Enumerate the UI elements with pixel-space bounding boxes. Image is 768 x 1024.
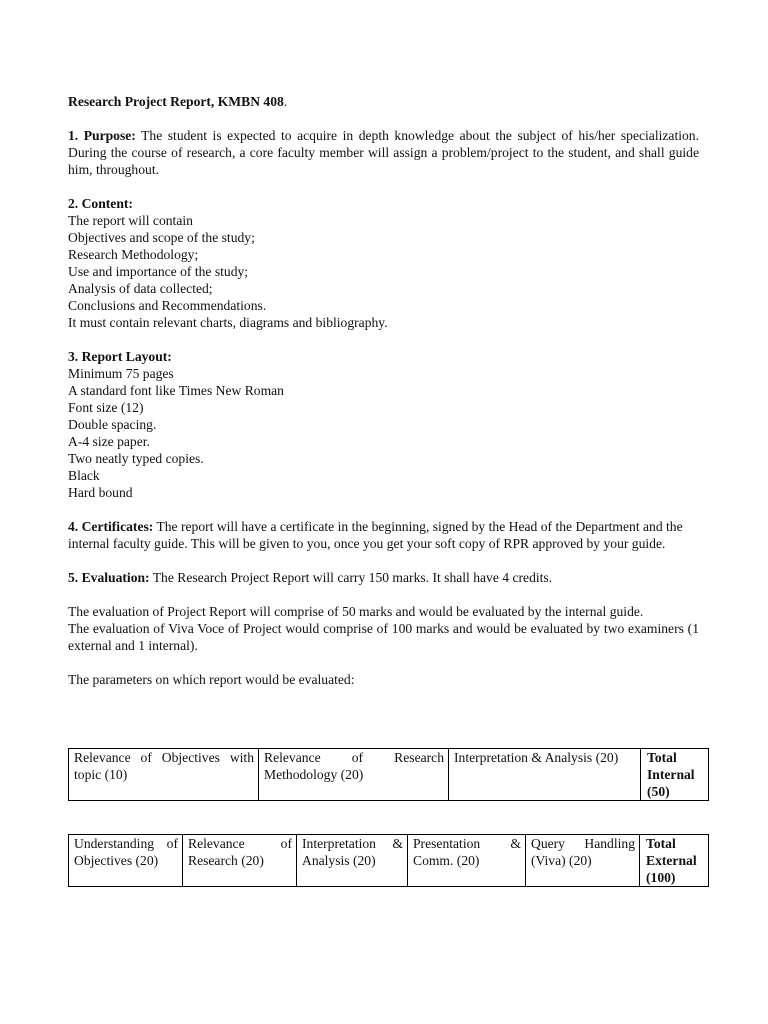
total-line: Internal — [647, 767, 695, 782]
content-section — [68, 195, 699, 331]
internal-evaluation-table — [68, 748, 709, 801]
document-title-text: Research Project Report, KMBN 408 — [68, 94, 284, 109]
total-external-cell — [640, 835, 709, 887]
certificates-body: The report will have a certificate in the beginning, signed by the Head of the Department and the internal faculty guide. This will be given to you, once you get your soft copy of RPR approved by your guide. — [68, 519, 683, 551]
document-title — [68, 93, 699, 110]
layout-line: Double spacing. — [68, 417, 157, 432]
evaluation-heading: 5. Evaluation: — [68, 570, 150, 585]
table-cell: Relevance of Research Methodology (20) — [259, 749, 449, 801]
total-line: External — [646, 853, 697, 868]
content-line: Objectives and scope of the study; — [68, 230, 255, 245]
table-cell: Relevance of Objectives with topic (10) — [69, 749, 259, 801]
total-line: (100) — [646, 870, 676, 885]
table-cell: Relevance of Research (20) — [183, 835, 297, 887]
total-internal-cell — [641, 749, 709, 801]
external-evaluation-table — [68, 834, 709, 887]
table-cell: Interpretation & Analysis (20) — [297, 835, 408, 887]
table-row — [69, 749, 709, 801]
content-line: Analysis of data collected; — [68, 281, 213, 296]
content-line: The report will contain — [68, 213, 193, 228]
purpose-heading: 1. Purpose: — [68, 128, 136, 143]
table-cell: Understanding of Objectives (20) — [69, 835, 183, 887]
certificates-heading: 4. Certificates: — [68, 519, 154, 534]
layout-line: Black — [68, 468, 100, 483]
evaluation-body: The Research Project Report will carry 150 marks. It shall have 4 credits. — [152, 570, 553, 585]
evaluation-internal-paragraph: The evaluation of Project Report will comprise of 50 marks and would be evaluated by the internal guide. — [68, 604, 644, 619]
document-title-suffix: . — [283, 94, 288, 109]
table-row — [69, 835, 709, 887]
content-line: Research Methodology; — [68, 247, 199, 262]
total-line: (50) — [647, 784, 670, 799]
total-line: Total — [647, 750, 677, 765]
layout-section — [68, 348, 699, 501]
total-line: Total — [646, 836, 676, 851]
parameters-intro: The parameters on which report would be evaluated: — [68, 672, 355, 687]
layout-line: A standard font like Times New Roman — [68, 383, 284, 398]
purpose-body: The student is expected to acquire in depth knowledge about the subject of his/her specialization. During the course of research, a core faculty member will assign a problem/project to the student, and shall guide him, throughout. — [68, 128, 699, 177]
document-body — [68, 93, 699, 688]
layout-line: Font size (12) — [68, 400, 144, 415]
evaluation-viva-paragraph: The evaluation of Viva Voce of Project would comprise of 100 marks and would be evaluated by two examiners (1 external and 1 internal). — [68, 621, 699, 653]
layout-line: Hard bound — [68, 485, 133, 500]
table-cell: Interpretation & Analysis (20) — [449, 749, 641, 801]
purpose-section — [68, 127, 699, 178]
certificates-section — [68, 518, 699, 552]
table-cell: Presentation & Comm. (20) — [408, 835, 526, 887]
layout-line: Minimum 75 pages — [68, 366, 174, 381]
table-cell: Query Handling (Viva) (20) — [526, 835, 640, 887]
layout-heading: 3. Report Layout: — [68, 349, 172, 364]
content-line: Use and importance of the study; — [68, 264, 249, 279]
layout-line: Two neatly typed copies. — [68, 451, 204, 466]
content-line: It must contain relevant charts, diagrams and bibliography. — [68, 315, 388, 330]
content-heading: 2. Content: — [68, 196, 133, 211]
evaluation-section — [68, 569, 699, 586]
content-line: Conclusions and Recommendations. — [68, 298, 267, 313]
layout-line: A-4 size paper. — [68, 434, 150, 449]
